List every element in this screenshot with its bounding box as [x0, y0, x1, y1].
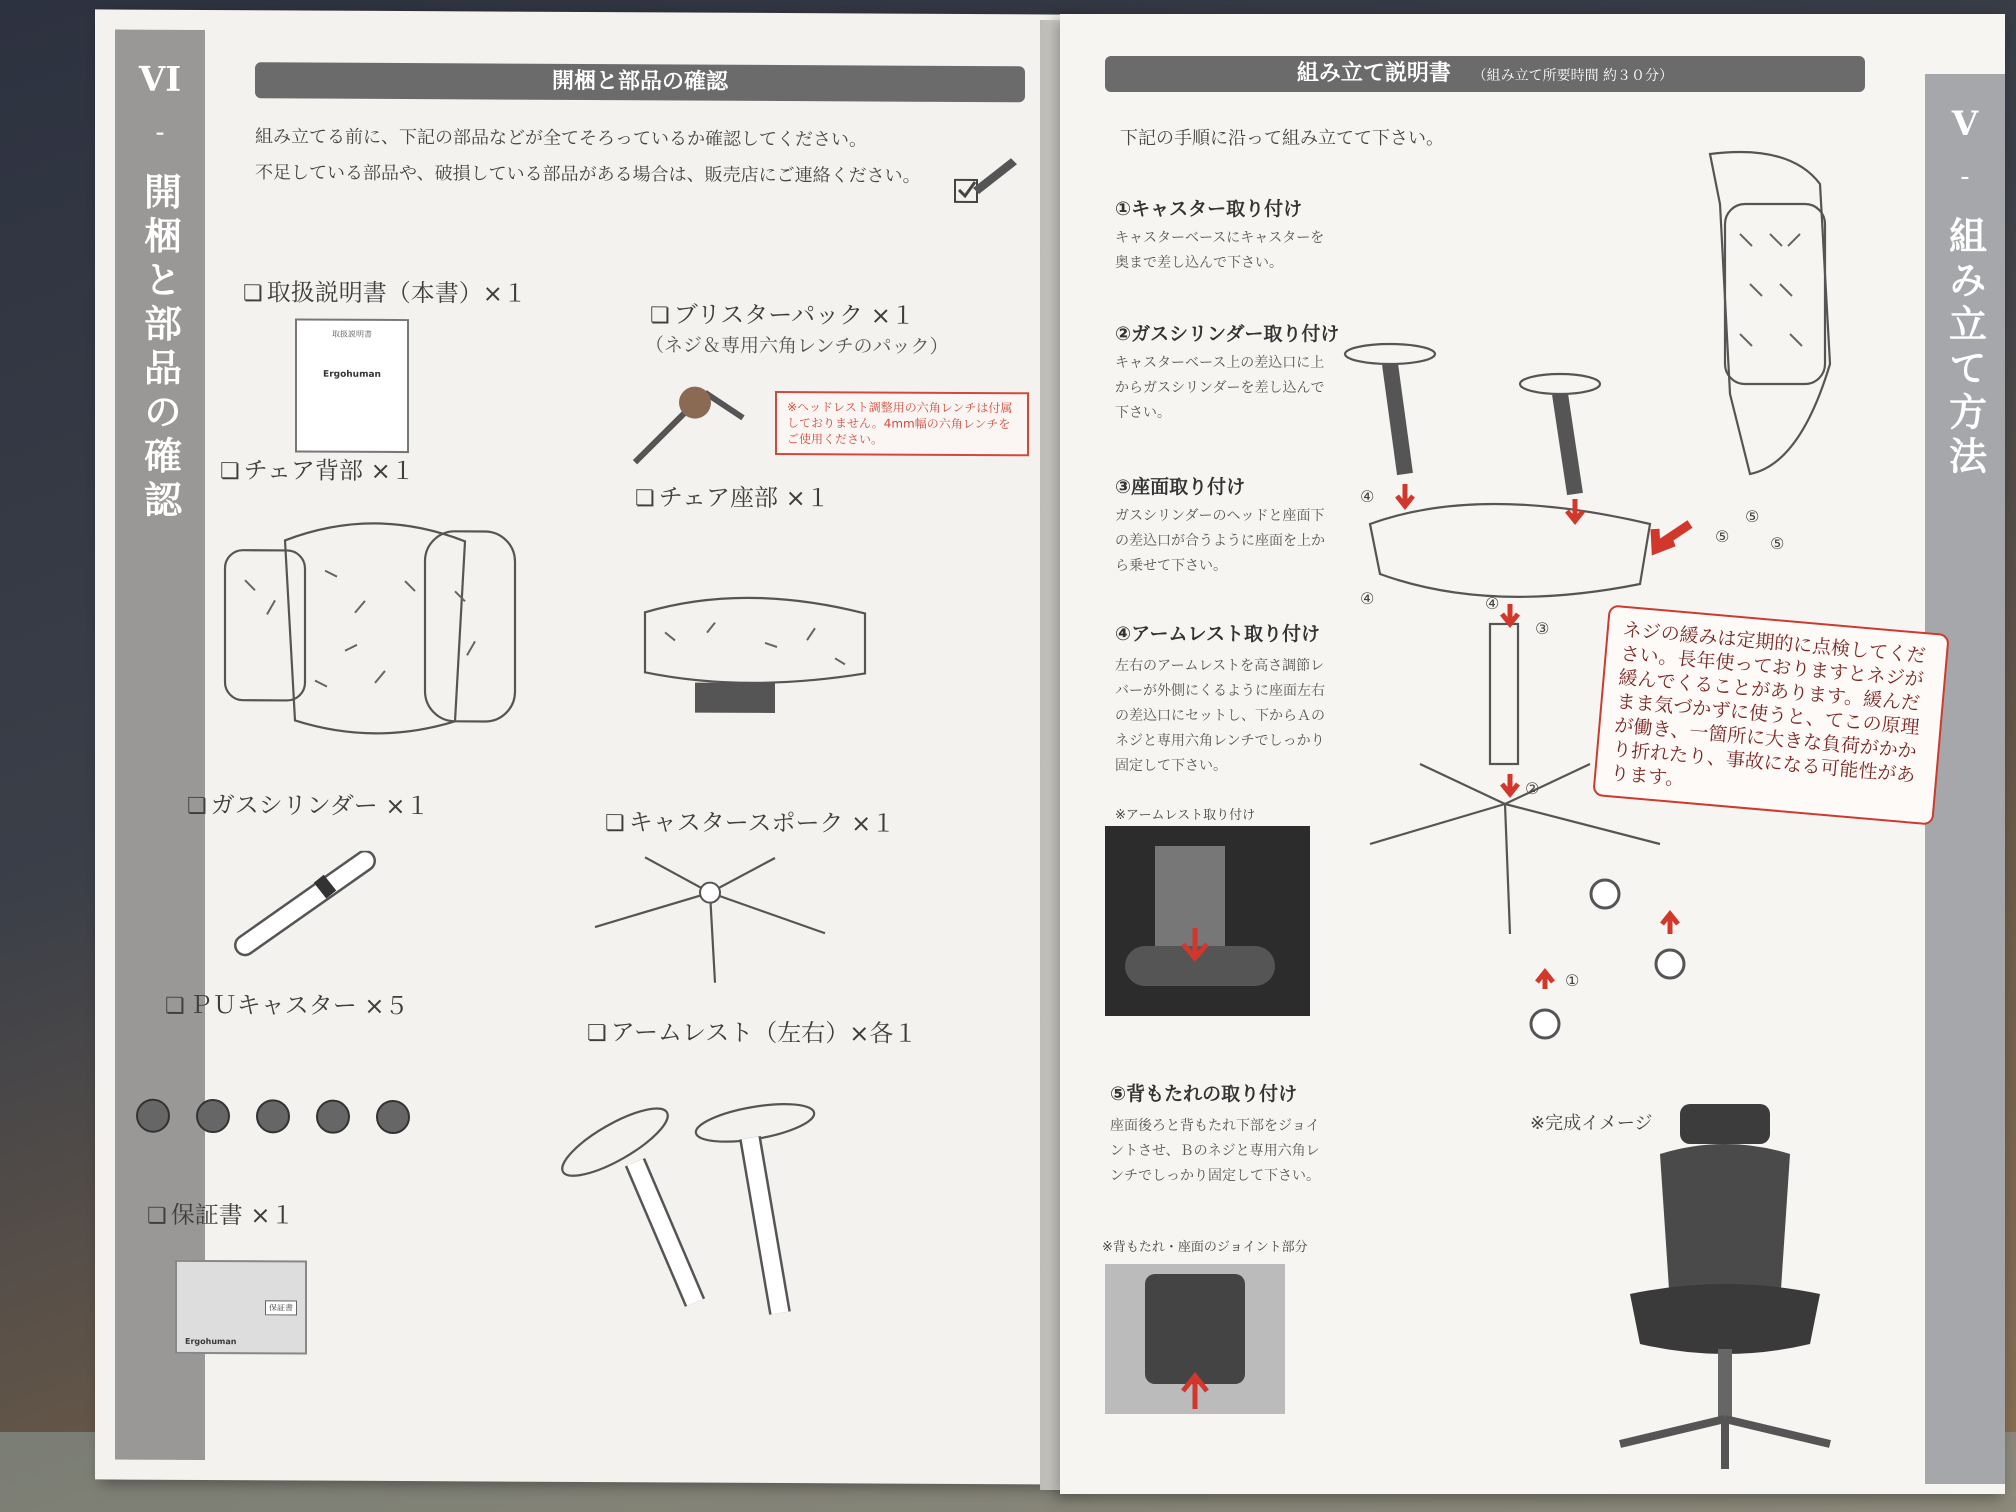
item-warranty: ❏ 保証書 ×１: [147, 1195, 294, 1231]
chair-back-illustration: [215, 510, 535, 742]
item-chair-back: ❏ チェア背部 ×１: [220, 450, 415, 486]
right-tab-title: 組み立て方法: [1942, 216, 1987, 480]
left-page: [95, 9, 1080, 1484]
step-5-body: 座面後ろと背もたれ下部をジョイントさせ、Ｂのネジと専用六角レンチでしっかり固定して下さい。: [1110, 1118, 1320, 1184]
step-4-title: ④アームレスト取り付け: [1115, 623, 1320, 645]
armrest-photo: [1105, 826, 1310, 1016]
diagram-label-5c: ⑤: [1770, 534, 1785, 553]
hex-wrench-illustration: [625, 362, 755, 473]
right-banner-title: 組み立て説明書: [1296, 61, 1451, 86]
warranty-card-illustration: [175, 1260, 307, 1355]
step-2-body: キャスターベース上の差込口に上からガスシリンダーを差し込んで下さい。: [1115, 355, 1325, 421]
assembly-diagram: [1330, 144, 1890, 1064]
step-2-title: ②ガスシリンダー取り付け: [1115, 323, 1340, 345]
step-1-body: キャスターベースにキャスターを奥まで差し込んで下さい。: [1115, 230, 1325, 271]
left-side-tab: [115, 30, 205, 1460]
intro-line-1: 組み立てる前に、下記の部品などが全てそろっているか確認してください。: [255, 126, 867, 151]
diagram-label-5b: ⑤: [1745, 507, 1760, 526]
hex-wrench-note: ※ヘッドレスト調整用の六角レンチは付属しておりません。4mm幅の六角レンチをご使用ください。: [775, 391, 1029, 456]
item-pu-caster: ❏ ＰＵキャスター ×５: [165, 985, 408, 1021]
manual-cover-illustration: [295, 318, 409, 453]
step-3-title: ③座面取り付け: [1115, 476, 1246, 498]
diagram-label-5a: ⑤: [1715, 527, 1730, 546]
step-3-body: ガスシリンダーのヘッドと座面下の差込口が合うように座面を上から乗せて下さい。: [1115, 508, 1325, 574]
step-5-title: ⑤背もたれの取り付け: [1110, 1083, 1298, 1105]
item-gas-cylinder: ❏ ガスシリンダー ×１: [187, 785, 430, 821]
left-tab-dash: -: [155, 117, 165, 148]
item-blister-pack: ❏ ブリスターパック ×１: [650, 294, 915, 330]
right-banner: [1105, 56, 1865, 92]
left-banner-title: 開梱と部品の確認: [551, 68, 728, 95]
manual-cover-brand: Ergohuman: [323, 369, 381, 380]
item-blister-pack-sub: （ネジ＆専用六角レンチのパック）: [645, 334, 949, 358]
step-4-body: 左右のアームレストを高さ調節レバーが外側にくるように座面左右の差込口にセットし、下からＡのネジと専用六角レンチでしっかり固定して下さい。: [1115, 658, 1325, 774]
gas-cylinder-illustration: [225, 850, 385, 961]
item-chair-seat: ❏ チェア座部 ×１: [635, 477, 830, 513]
chair-seat-illustration: [625, 572, 885, 733]
warranty-card-label: 保証書: [265, 1300, 297, 1315]
intro-line-2: 不足している部品や、破損している部品がある場合は、販売店にご連絡ください。: [255, 162, 921, 187]
screw-warning-box: ネジの緩みは定期的に点検してください。長年使っておりますとネジが緩んでくることがあります。緩んだまま気づかずに使うと、てこの原理が働き、一箇所に大きな負荷がかかり折れたり、事故になる可能性があります。: [1592, 604, 1949, 825]
joint-photo: [1105, 1264, 1285, 1414]
diagram-label-1: ①: [1565, 971, 1580, 990]
right-tab-number: V: [1951, 104, 1979, 144]
right-page: [1060, 14, 2005, 1494]
item-manual: ❏ 取扱説明書（本書）×１: [243, 272, 527, 308]
diagram-label-4a: ④: [1360, 487, 1375, 506]
completion-label: ※完成イメージ: [1530, 1113, 1653, 1134]
right-banner-sub: （組み立て所要時間 約３０分）: [1472, 68, 1674, 84]
right-intro: 下記の手順に沿って組み立てて下さい。: [1120, 128, 1444, 149]
caster-spoke-illustration: [585, 852, 835, 993]
item-armrests: ❏ アームレスト（左右）×各１: [587, 1012, 917, 1049]
armrests-illustration: [555, 1102, 845, 1334]
diagram-label-3: ③: [1535, 619, 1550, 638]
photo-2-caption: ※背もたれ・座面のジョイント部分: [1102, 1240, 1308, 1255]
diagram-label-2: ②: [1525, 779, 1540, 798]
step-1-title: ①キャスター取り付け: [1115, 198, 1303, 220]
right-tab-dash: -: [1960, 162, 1970, 192]
left-tab-title: 開梱と部品の確認: [137, 171, 182, 524]
warranty-card-brand: Ergohuman: [185, 1336, 237, 1347]
left-banner: [255, 62, 1025, 102]
diagram-label-4c: ④: [1485, 594, 1500, 613]
diagram-label-4b: ④: [1360, 589, 1375, 608]
pu-casters-illustration: [125, 1080, 415, 1152]
photo-1-caption: ※アームレスト取り付け: [1115, 808, 1256, 823]
item-caster-spoke: ❏ キャスタースポーク ×１: [605, 802, 895, 839]
manual-cover-title: 取扱説明書: [332, 329, 372, 339]
completed-chair-illustration: [1600, 1094, 1840, 1484]
check-pencil-icon: [953, 154, 1023, 214]
left-tab-number: VI: [138, 59, 182, 100]
